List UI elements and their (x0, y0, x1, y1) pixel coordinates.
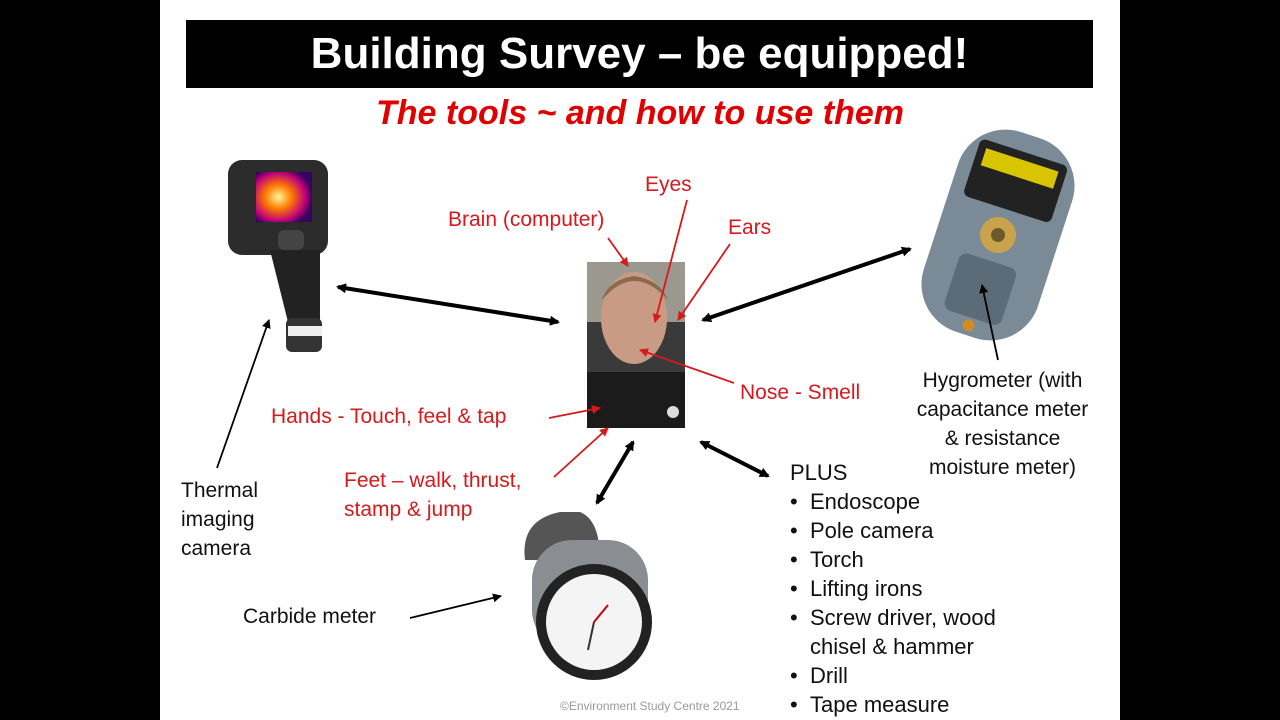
label-carbide-meter: Carbide meter (243, 605, 377, 628)
arrow-person-hygrometer (703, 249, 910, 320)
surveyor-photo (587, 262, 685, 428)
pointer-ears (678, 244, 730, 320)
label-hygrometer-line1: Hygrometer (with (922, 369, 1083, 392)
slide-subtitle: The tools ~ and how to use them (376, 94, 904, 132)
copyright-notice: ©Environment Study Centre 2021 (560, 699, 740, 713)
label-feet (344, 466, 521, 524)
plus-heading: PLUS (790, 460, 848, 485)
plus-item: • Tape measure (790, 690, 1020, 719)
plus-item: • Torch (790, 545, 1020, 574)
label-feet-line1: Feet – walk, thrust, (344, 469, 522, 492)
label-nose: Nose - Smell (740, 381, 861, 404)
plus-items (790, 487, 1020, 719)
plus-item: • Pole camera (790, 516, 1020, 545)
pointer-thermal (217, 320, 269, 468)
arrow-person-carbide (597, 442, 633, 503)
plus-item: • Drill (790, 661, 1020, 690)
label-ears: Ears (728, 216, 772, 239)
pointer-brain (608, 238, 628, 266)
plus-list (790, 458, 1020, 719)
pointer-feet (554, 428, 608, 477)
slide (160, 0, 1120, 720)
pointer-carbide (410, 596, 501, 618)
label-thermal-line1: Thermal (181, 479, 259, 502)
slide-title: Building Survey – be equipped! (310, 29, 969, 78)
plus-item: • Endoscope (790, 487, 1020, 516)
carbide-meter-image (524, 512, 652, 680)
label-thermal-line2: imaging (181, 508, 255, 531)
label-hands: Hands - Touch, feel & tap (271, 405, 507, 428)
label-thermal-line3: camera (181, 537, 252, 560)
thermal-camera-image (228, 160, 328, 352)
hygrometer-image (908, 117, 1087, 354)
label-thermal-camera (181, 476, 258, 563)
plus-item: • Lifting irons (790, 574, 1020, 603)
label-hygrometer-line2: capacitance meter (916, 398, 1089, 421)
label-feet-line2: stamp & jump (344, 498, 473, 521)
label-eyes: Eyes (645, 173, 692, 196)
label-brain: Brain (computer) (448, 208, 605, 231)
plus-item: • Screw driver, wood chisel & hammer (790, 603, 1020, 661)
label-hygrometer-line3: & resistance (944, 427, 1061, 450)
arrow-person-plus (701, 442, 768, 476)
label-hygrometer-line4: moisture meter) (928, 456, 1077, 479)
arrow-camera-person (338, 287, 558, 322)
